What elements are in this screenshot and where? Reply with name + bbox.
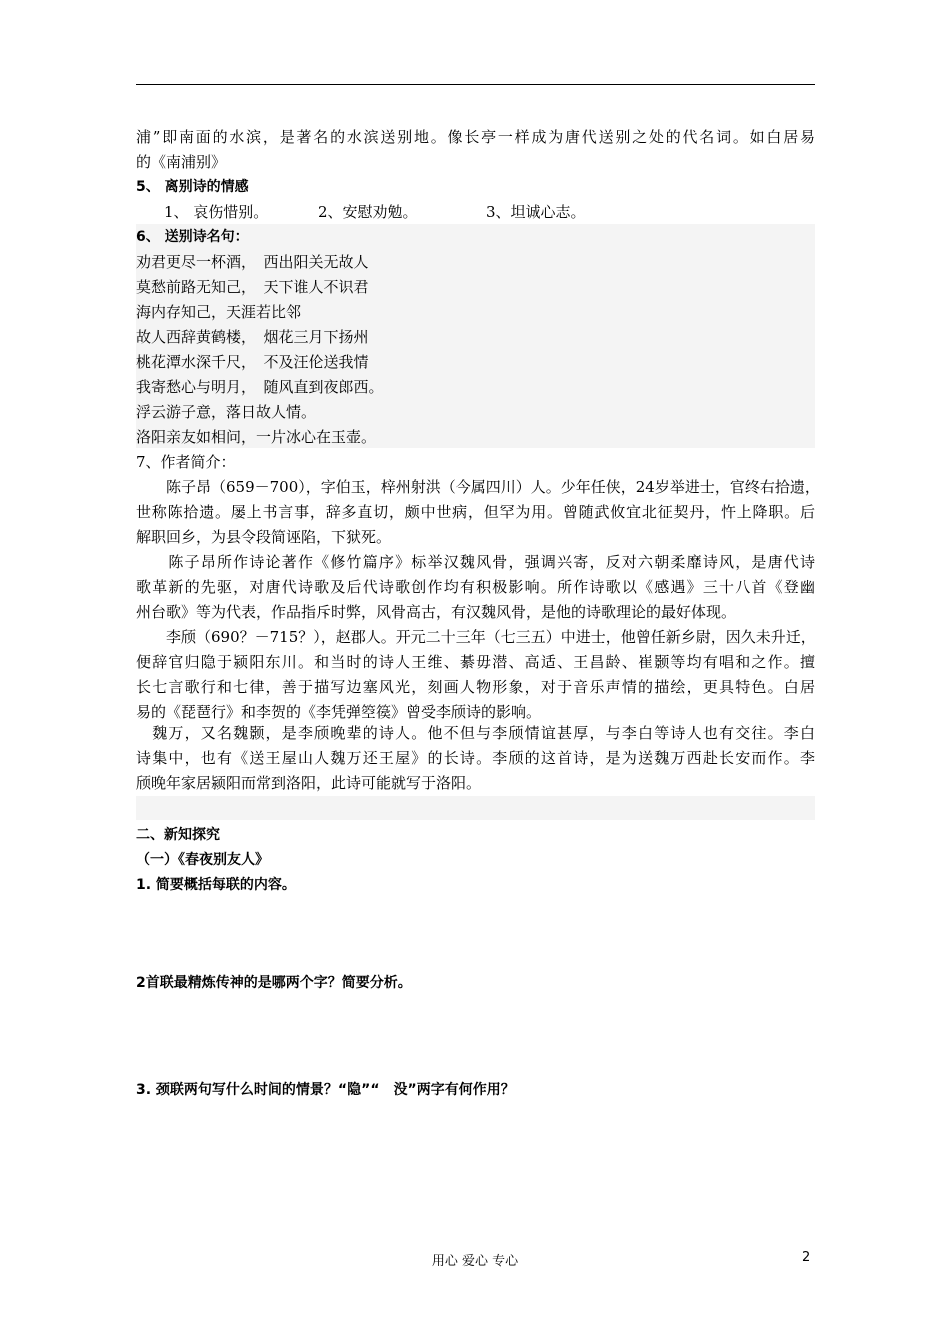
quote-line: 劝君更尽一杯酒， 西出阳关无故人 [136, 253, 369, 271]
bio-line: 歌革新的先驱，对唐代诗歌及后代诗歌创作均有积极影响。所作诗歌以《感遇》三十八首《登幽 [136, 578, 815, 596]
section6-heading: 6、 送别诗名句： [136, 229, 249, 245]
quote-line: 洛阳亲友如相问，一片冰心在玉壶。 [136, 428, 377, 446]
page-number: 2 [802, 1250, 811, 1265]
bio-line: 魏万，又名魏颢，是李颀晚辈的诗人。他不但与李颀情谊甚厚，与李白等诗人也有交往。李白 [136, 724, 815, 742]
quote-line: 桃花潭水深千尺， 不及汪伦送我情 [136, 353, 369, 371]
footer-text: 用心 爱心 专心 [431, 1254, 519, 1269]
section5-item-1: 1、 哀伤惜别。 [164, 203, 269, 221]
bio-line: 易的《琵琶行》和李贺的《李凭弹箜篌》曾受李颀诗的影响。 [136, 703, 542, 721]
header-rule [136, 84, 815, 85]
quote-line: 海内存知己，天涯若比邻 [136, 303, 302, 321]
section5-item-3: 3、坦诚心志。 [486, 203, 586, 221]
question-2: 2首联最精炼传神的是哪两个字？简要分析。 [136, 975, 412, 991]
bio-line: 颀晚年家居颍阳而常到洛阳，此诗可能就写于洛阳。 [136, 774, 482, 792]
quote-line: 浮云游子意，落日故人情。 [136, 403, 317, 421]
part2-subheading: （一）《春夜别友人》 [136, 852, 269, 868]
bio-line: 李颀（690？－715？），赵郡人。开元二十三年（七三五）中进士，他曾任新乡尉，因久未升迁， [136, 628, 816, 646]
bio-line: 便辞官归隐于颍阳东川。和当时的诗人王维、綦毋潜、高适、王昌龄、崔颢等均有唱和之作。擅 [136, 653, 815, 671]
bio-line: 长七言歌行和七律，善于描写边塞风光，刻画人物形象，对于音乐声情的描绘，更具特色。白居 [136, 678, 815, 696]
section7-heading: 7、作者简介： [136, 453, 236, 471]
bio-line: 世称陈拾遗。屡上书言事，辞多直切，颇中世病，但罕为用。曾随武攸宜北征契丹，忤上降职。后 [136, 503, 815, 521]
bio-line: 陈子昂所作诗论著作《修竹篇序》标举汉魏风骨，强调兴寄，反对六朝柔靡诗风，是唐代诗 [136, 553, 815, 571]
intro-line-1: 浦”即南面的水滨，是著名的水滨送别地。像长亭一样成为唐代送别之处的代名词。如白居易 [136, 128, 815, 146]
question-3: 3. 颈联两句写什么时间的情景？“隐”“ 没”两字有何作用？ [136, 1082, 515, 1098]
quote-line: 莫愁前路无知己， 天下谁人不识君 [136, 278, 369, 296]
quote-line: 我寄愁心与明月， 随风直到夜郎西。 [136, 378, 384, 396]
question-1: 1. 简要概括每联的内容。 [136, 877, 296, 893]
bio-line: 解职回乡，为县令段简诬陷，下狱死。 [136, 528, 392, 546]
bio-line: 州台歌》等为代表，作品指斥时弊，风骨高古，有汉魏风骨，是他的诗歌理论的最好体现。 [136, 603, 737, 621]
section5-item-2: 2、安慰劝勉。 [318, 203, 418, 221]
part2-heading: 二、新知探究 [136, 827, 220, 843]
quote-line: 故人西辞黄鹤楼， 烟花三月下扬州 [136, 328, 369, 346]
intro-line-2: 的《南浦别》 [136, 153, 227, 171]
bio-line: 陈子昂（659－700），字伯玉，梓州射洪（今属四川）人。少年任侠，24岁举进士，官终右拾遗， [136, 478, 820, 496]
section5-heading: 5、 离别诗的情感 [136, 179, 249, 195]
bio-shade [136, 796, 815, 820]
bio-line: 诗集中，也有《送王屋山人魏万还王屋》的长诗。李颀的这首诗，是为送魏万西赴长安而作。李 [136, 749, 815, 767]
